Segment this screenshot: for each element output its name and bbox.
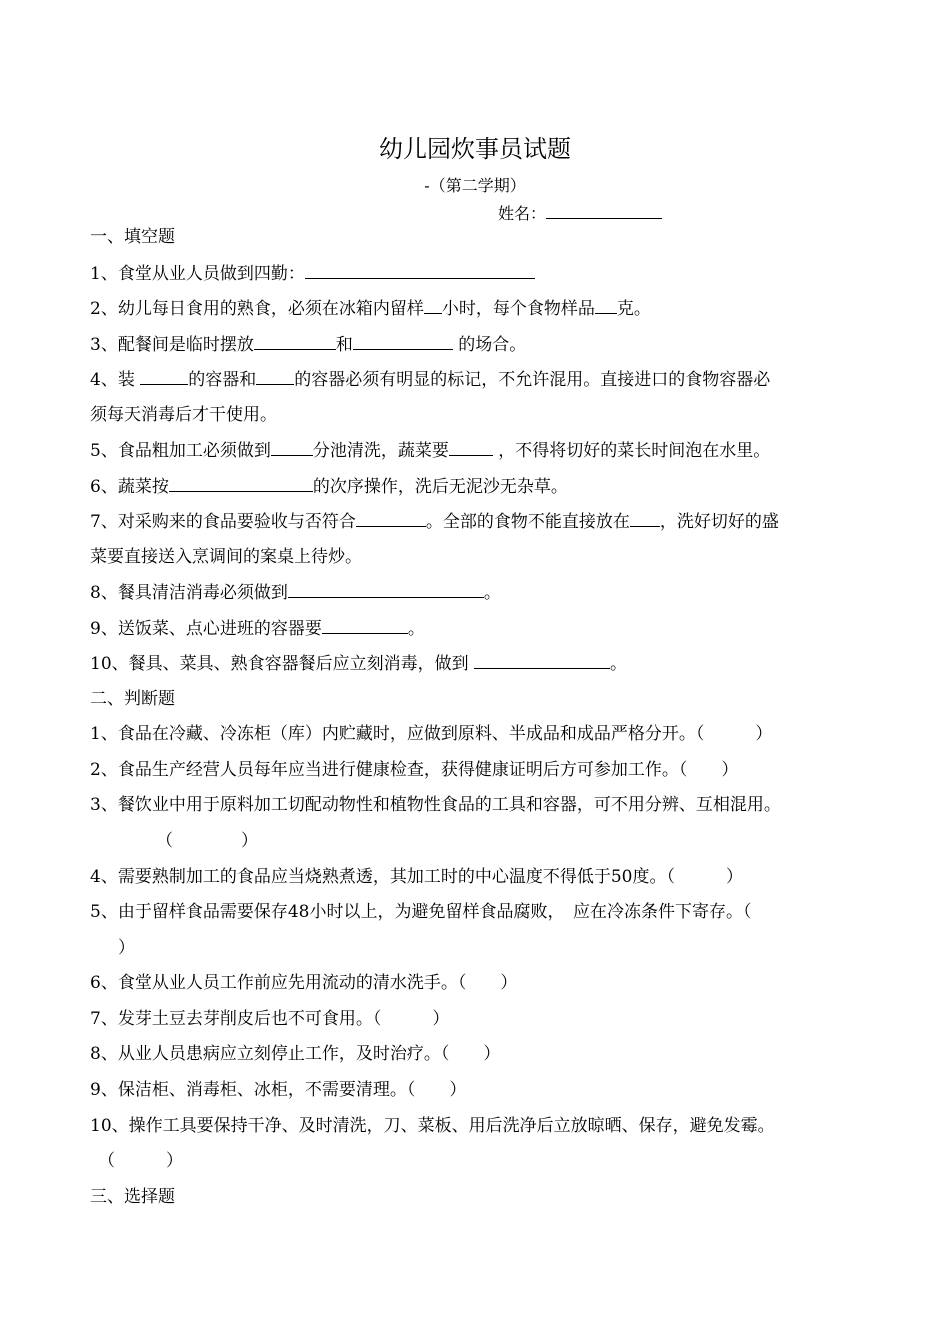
judge-question-8: 8、从业人员患病应立刻停止工作，及时治疗。（ ）	[90, 1044, 501, 1064]
section2-heading: 二、判断题	[90, 689, 175, 709]
answer-blank[interactable]	[474, 652, 610, 669]
section1-heading: 一、填空题	[90, 227, 175, 247]
answer-blank[interactable]	[356, 510, 426, 527]
answer-blank[interactable]	[449, 439, 493, 456]
answer-blank[interactable]	[254, 333, 336, 350]
page-title: 幼儿园炊事员试题	[379, 135, 571, 163]
name-label: 姓名：	[498, 204, 547, 223]
answer-blank[interactable]	[305, 262, 535, 279]
fill-question-7: 7、对采购来的食品要验收与否符合 。全部的食物不能直接放在 ，洗好切好的盛	[90, 512, 779, 532]
section3-heading: 三、选择题	[90, 1187, 175, 1207]
answer-blank[interactable]	[140, 368, 188, 385]
fill-question-7-cont: 菜要直接送入烹调间的案桌上待炒。	[90, 547, 362, 567]
judge-question-5-bracket: ）	[118, 938, 135, 958]
judge-question-9: 9、保洁柜、消毒柜、冰柜，不需要清理。（ ）	[90, 1080, 467, 1100]
fill-question-3: 3、配餐间是临时摆放 和 的场合。	[90, 335, 527, 355]
fill-question-5: 5、食品粗加工必须做到 分池清洗，蔬菜要 ，不得将切好的菜长时间泡在水里。	[90, 441, 771, 461]
answer-blank[interactable]	[169, 475, 313, 492]
fill-question-2: 2、幼儿每日食用的熟食，必须在冰箱内留样 小时，每个食物样品 克。	[90, 299, 651, 319]
fill-question-8: 8、餐具清洁消毒必须做到 。	[90, 583, 501, 603]
page-subtitle: -（第二学期）	[424, 176, 526, 195]
name-blank[interactable]	[546, 202, 662, 219]
answer-blank[interactable]	[322, 617, 408, 634]
judge-question-6: 6、食堂从业人员工作前应先用流动的清水洗手。（ ）	[90, 973, 518, 993]
judge-question-10-bracket: （ ）	[98, 1151, 183, 1171]
fill-question-4-cont: 须每天消毒后才干使用。	[90, 405, 277, 425]
answer-blank[interactable]	[256, 368, 294, 385]
fill-question-4: 4、装 的容器和 的容器必须有明显的标记，不允许混用。直接进口的食物容器必	[90, 370, 771, 390]
judge-question-3-bracket: （ ）	[156, 831, 258, 851]
name-field	[498, 202, 662, 224]
fill-question-6: 6、蔬菜按 的次序操作，洗后无泥沙无杂草。	[90, 477, 568, 497]
judge-question-4: 4、需要熟制加工的食品应当烧熟煮透，其加工时的中心温度不得低于50度。（ ）	[90, 867, 743, 887]
judge-question-5: 5、由于留样食品需要保存48小时以上，为避免留样食品腐败， 应在冷冻条件下寄存。（	[90, 902, 752, 922]
answer-blank[interactable]	[353, 333, 453, 350]
answer-blank[interactable]	[271, 439, 313, 456]
fill-question-1: 1、食堂从业人员做到四勤：	[90, 262, 535, 285]
answer-blank[interactable]	[424, 297, 442, 314]
judge-question-7: 7、发芽土豆去芽削皮后也不可食用。（ ）	[90, 1009, 450, 1029]
judge-question-3: 3、餐饮业中用于原料加工切配动物性和植物性食品的工具和容器，可不用分辨、互相混用。	[90, 795, 781, 815]
answer-blank[interactable]	[595, 297, 617, 314]
judge-question-2: 2、食品生产经营人员每年应当进行健康检查，获得健康证明后方可参加工作。（ ）	[90, 760, 739, 780]
answer-blank[interactable]	[288, 581, 484, 598]
fill-question-10: 10、餐具、菜具、熟食容器餐后应立刻消毒，做到 。	[90, 654, 628, 674]
answer-blank[interactable]	[630, 510, 660, 527]
judge-question-10: 10、操作工具要保持干净、及时清洗，刀、菜板、用后洗净后立放晾晒、保存，避免发霉。	[90, 1116, 775, 1136]
judge-question-1: 1、食品在冷藏、冷冻柜（库）内贮藏时，应做到原料、半成品和成品严格分开。（ ）	[90, 724, 773, 744]
fill-question-9: 9、送饭菜、点心进班的容器要 。	[90, 619, 425, 639]
